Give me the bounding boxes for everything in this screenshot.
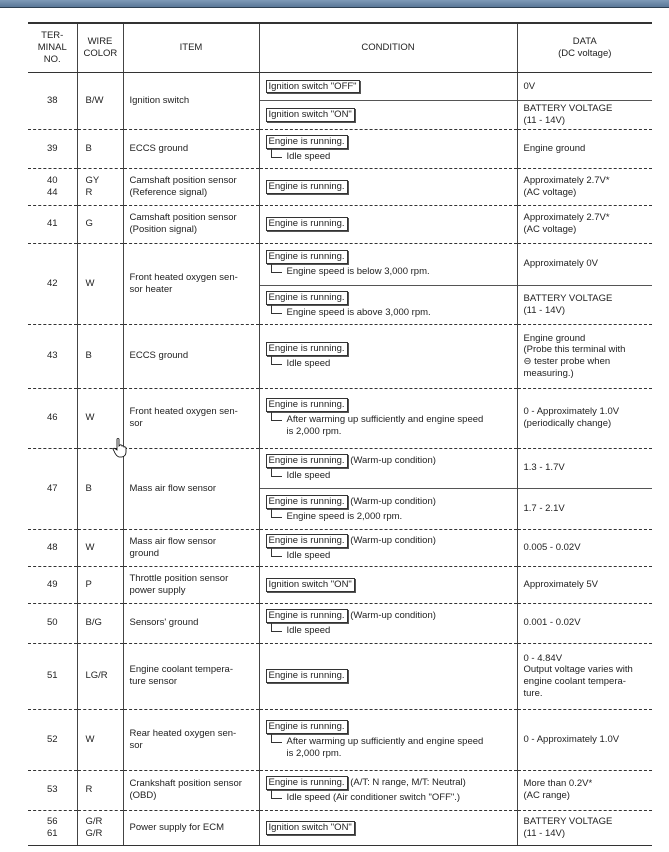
item-name: Mass air flow sensor ground (123, 529, 259, 566)
condition-cell (259, 101, 517, 130)
condition-box: Engine is running. (266, 135, 348, 149)
wire-color: B/G (77, 603, 123, 643)
ecm-terminal-table (28, 22, 652, 846)
table-row (28, 129, 652, 168)
condition-subline (271, 358, 511, 370)
condition-cell (259, 168, 517, 205)
condition-cell (259, 324, 517, 388)
data-value: Approximately 5V (517, 566, 652, 603)
condition-line (266, 180, 511, 194)
condition-cell (259, 810, 517, 845)
condition-box: Engine is running. (266, 342, 348, 356)
terminal-number: 48 (28, 529, 77, 566)
condition-box: Ignition switch "ON" (266, 821, 355, 835)
wire-color: GY R (77, 168, 123, 205)
wire-color: W (77, 529, 123, 566)
condition-detail: Idle speed (Air conditioner switch "OFF".) (286, 792, 461, 804)
wire-color: G/R G/R (77, 810, 123, 845)
terminal-number: 41 (28, 205, 77, 243)
header-condition: CONDITION (259, 23, 517, 73)
wire-color: R (77, 770, 123, 810)
hand-cursor-icon (112, 438, 128, 458)
condition-line (266, 454, 511, 468)
condition-line (266, 398, 511, 412)
condition-cell (259, 566, 517, 603)
condition-line (266, 135, 511, 149)
condition-cell (259, 73, 517, 101)
branch-elbow-icon (271, 305, 282, 314)
wire-color: P (77, 566, 123, 603)
item-name: ECCS ground (123, 324, 259, 388)
condition-box: Engine is running. (266, 609, 348, 623)
condition-subline (271, 307, 511, 319)
condition-line (266, 821, 511, 835)
condition-subline (271, 151, 511, 163)
item-name: Camshaft position sensor (Position signal) (123, 205, 259, 243)
condition-line (266, 342, 511, 356)
table-row (28, 243, 652, 285)
branch-elbow-icon (271, 412, 282, 421)
data-value: 1.3 - 1.7V (517, 448, 652, 488)
branch-elbow-icon (271, 264, 282, 273)
terminal-number: 39 (28, 129, 77, 168)
table-row (28, 73, 652, 101)
condition-line (266, 80, 511, 94)
terminal-number: 43 (28, 324, 77, 388)
header-data: DATA (DC voltage) (517, 23, 652, 73)
condition-subline (271, 414, 511, 438)
condition-subline (271, 625, 511, 637)
terminal-number: 40 44 (28, 168, 77, 205)
condition-line (266, 720, 511, 734)
table-row (28, 566, 652, 603)
terminal-number: 38 (28, 73, 77, 130)
condition-detail: Engine speed is below 3,000 rpm. (286, 266, 430, 278)
condition-note: (Warm-up condition) (347, 534, 436, 546)
item-name: Ignition switch (123, 73, 259, 130)
data-value: 0V (517, 73, 652, 101)
table-row (28, 709, 652, 770)
table-row (28, 603, 652, 643)
condition-box: Ignition switch "OFF" (266, 80, 360, 94)
item-name: Mass air flow sensor (123, 448, 259, 529)
condition-line (266, 250, 511, 264)
condition-detail: After warming up sufficiently and engine speed is 2,000 rpm. (286, 735, 484, 759)
wire-color: B/W (77, 73, 123, 130)
data-value: 0 - 4.84V Output voltage varies with engine coolant tempera- ture. (517, 643, 652, 709)
data-value: BATTERY VOLTAGE (11 - 14V) (517, 810, 652, 845)
condition-cell (259, 709, 517, 770)
condition-note: (Warm-up condition) (347, 495, 436, 507)
branch-elbow-icon (271, 548, 282, 557)
condition-cell (259, 243, 517, 285)
item-name: Throttle position sensor power supply (123, 566, 259, 603)
terminal-number: 53 (28, 770, 77, 810)
condition-line (266, 669, 511, 683)
wire-color: B (77, 324, 123, 388)
terminal-number: 50 (28, 603, 77, 643)
branch-elbow-icon (271, 623, 282, 632)
wire-color: LG/R (77, 643, 123, 709)
branch-elbow-icon (271, 356, 282, 365)
terminal-number: 47 (28, 448, 77, 529)
condition-detail: Engine speed is 2,000 rpm. (286, 510, 403, 522)
condition-cell (259, 129, 517, 168)
condition-box: Engine is running. (266, 495, 348, 509)
wire-color: W (77, 709, 123, 770)
condition-subline (271, 266, 511, 278)
branch-elbow-icon (271, 468, 282, 477)
data-value: Approximately 2.7V* (AC voltage) (517, 205, 652, 243)
data-value: 0 - Approximately 1.0V (517, 709, 652, 770)
branch-elbow-icon (271, 509, 282, 518)
terminal-number: 52 (28, 709, 77, 770)
table-body (28, 73, 652, 846)
condition-subline (271, 550, 511, 562)
table-row (28, 205, 652, 243)
terminal-number: 49 (28, 566, 77, 603)
condition-cell (259, 643, 517, 709)
condition-detail: Idle speed (286, 549, 331, 561)
item-name: Crankshaft position sensor (OBD) (123, 770, 259, 810)
item-name: Camshaft position sensor (Reference signal) (123, 168, 259, 205)
condition-note: (Warm-up condition) (347, 455, 436, 467)
header-item: ITEM (123, 23, 259, 73)
item-name: Front heated oxygen sen- sor (123, 388, 259, 448)
condition-line (266, 534, 511, 548)
header-wire-color: WIRE COLOR (77, 23, 123, 73)
condition-subline (271, 470, 511, 482)
item-name: Sensors' ground (123, 603, 259, 643)
table-row (28, 810, 652, 845)
condition-box: Engine is running. (266, 669, 348, 683)
condition-box: Engine is running. (266, 217, 348, 231)
item-name: ECCS ground (123, 129, 259, 168)
item-name: Front heated oxygen sen- sor heater (123, 243, 259, 324)
condition-box: Ignition switch "ON" (266, 578, 355, 592)
condition-line (266, 495, 511, 509)
condition-box: Engine is running. (266, 398, 348, 412)
branch-elbow-icon (271, 790, 282, 799)
data-value: Engine ground (Probe this terminal with ⊖ tester probe when measuring.) (517, 324, 652, 388)
table-row (28, 168, 652, 205)
data-value: Engine ground (517, 129, 652, 168)
data-value: BATTERY VOLTAGE (11 - 14V) (517, 285, 652, 324)
wire-color: B (77, 129, 123, 168)
data-value: 0.005 - 0.02V (517, 529, 652, 566)
condition-line (266, 291, 511, 305)
condition-box: Engine is running. (266, 720, 348, 734)
data-value: 0 - Approximately 1.0V (periodically change) (517, 388, 652, 448)
condition-cell (259, 488, 517, 529)
condition-line (266, 217, 511, 231)
condition-detail: Idle speed (286, 470, 331, 482)
condition-box: Ignition switch "ON" (266, 108, 355, 122)
condition-note: (A/T: N range, M/T: Neutral) (347, 777, 466, 789)
terminal-number: 46 (28, 388, 77, 448)
condition-cell (259, 770, 517, 810)
condition-cell (259, 205, 517, 243)
data-value: More than 0.2V* (AC range) (517, 770, 652, 810)
data-value: Approximately 2.7V* (AC voltage) (517, 168, 652, 205)
data-value: 1.7 - 2.1V (517, 488, 652, 529)
branch-elbow-icon (271, 734, 282, 743)
condition-box: Engine is running. (266, 454, 348, 468)
table-row (28, 324, 652, 388)
data-value: 0.001 - 0.02V (517, 603, 652, 643)
condition-box: Engine is running. (266, 534, 348, 548)
condition-subline (271, 736, 511, 760)
condition-subline (271, 511, 511, 523)
condition-detail: After warming up sufficiently and engine speed is 2,000 rpm. (286, 414, 484, 438)
table-header-row (28, 23, 652, 73)
table-row (28, 770, 652, 810)
wire-color: G (77, 205, 123, 243)
table-row (28, 529, 652, 566)
item-name: Rear heated oxygen sen- sor (123, 709, 259, 770)
condition-box: Engine is running. (266, 291, 348, 305)
condition-detail: Engine speed is above 3,000 rpm. (286, 306, 431, 318)
condition-detail: Idle speed (286, 358, 331, 370)
viewer-toolbar (0, 0, 669, 8)
condition-detail: Idle speed (286, 625, 331, 637)
branch-elbow-icon (271, 149, 282, 158)
condition-line (266, 108, 511, 122)
header-terminal: TER- MINAL NO. (28, 23, 77, 73)
condition-line (266, 578, 511, 592)
condition-cell (259, 285, 517, 324)
condition-detail: Idle speed (286, 150, 331, 162)
terminal-number: 56 61 (28, 810, 77, 845)
wire-color: W (77, 388, 123, 448)
terminal-number: 42 (28, 243, 77, 324)
terminal-number: 51 (28, 643, 77, 709)
condition-box: Engine is running. (266, 180, 348, 194)
wire-color: W (77, 243, 123, 324)
condition-box: Engine is running. (266, 776, 348, 790)
condition-cell (259, 448, 517, 488)
condition-subline (271, 792, 511, 804)
item-name: Engine coolant tempera- ture sensor (123, 643, 259, 709)
data-value: Approximately 0V (517, 243, 652, 285)
condition-line (266, 776, 511, 790)
condition-cell (259, 603, 517, 643)
table-row (28, 643, 652, 709)
item-name: Power supply for ECM (123, 810, 259, 845)
condition-line (266, 609, 511, 623)
condition-cell (259, 529, 517, 566)
condition-box: Engine is running. (266, 250, 348, 264)
condition-note: (Warm-up condition) (347, 610, 436, 622)
wire-color: B (77, 448, 123, 529)
data-value: BATTERY VOLTAGE (11 - 14V) (517, 101, 652, 130)
condition-cell (259, 388, 517, 448)
